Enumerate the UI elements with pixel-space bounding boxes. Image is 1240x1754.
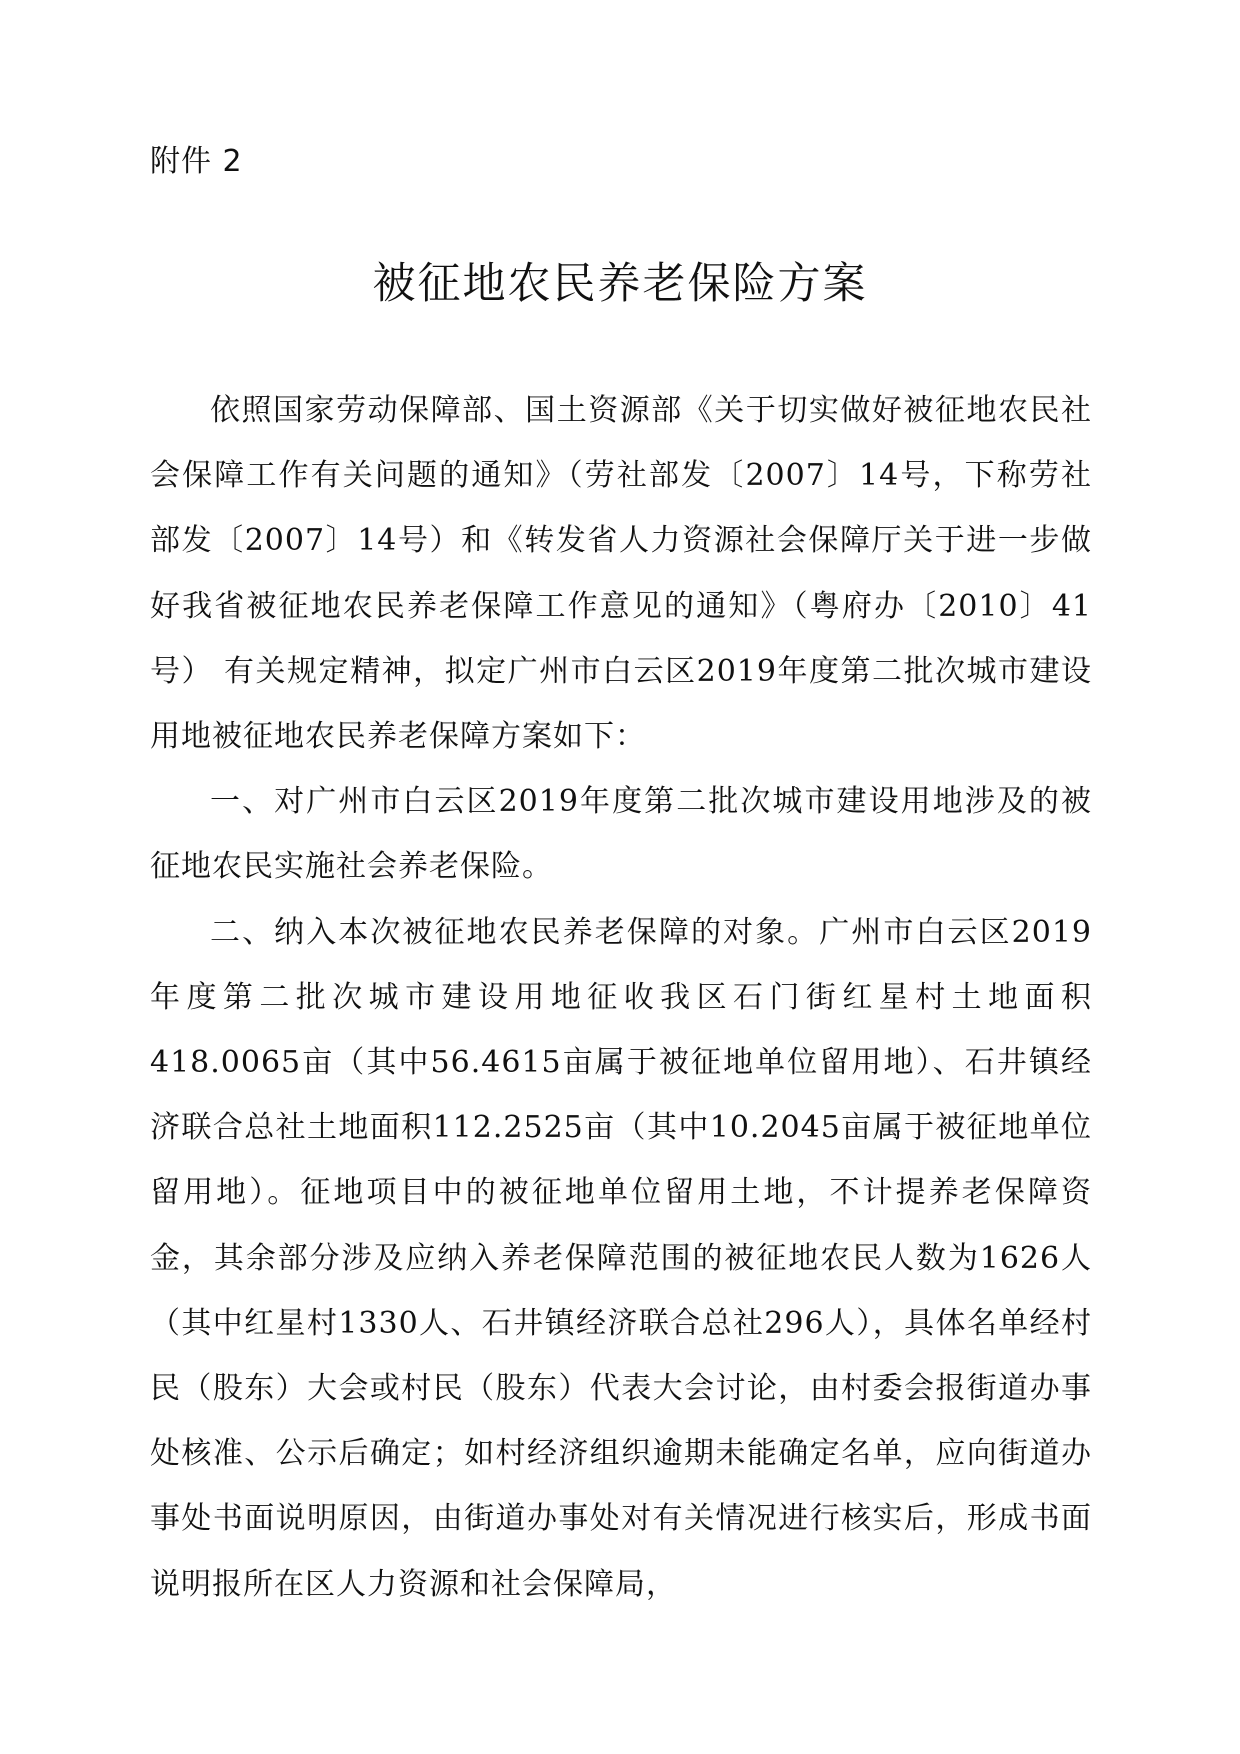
document-title: 被征地农民养老保险方案 [372,259,868,309]
attachment-label: 附件 2 [150,144,243,179]
paragraph-item-2: 二、纳入本次被征地农民养老保障的对象。广州市白云区2019年度第二批次城市建设用地征收我区石门街红星村土地面积418.0065亩（其中56.4615亩属于被征地单位留用地）、石井镇经济联合总社土地面积112.2525亩（其中10.2045亩属于被征地单位留用地）。征地项目中的被征地单位留用土地，不计提养老保障资金，其余部分涉及应纳入养老保障范围的被征地农民人数为1626人（其中红星村1330人、石井镇经济联合总社296人），具体名单经村民（股东）大会或村民（股东）代表大会讨论，由村委会报街道办事处核准、公示后确定；如村经济组织逾期未能确定名单，应向街道办事处书面说明原因，由街道办事处对有关情况进行核实后，形成书面说明报所在区人力资源和社会保障局， [150,914,1092,1602]
paragraph-intro: 依照国家劳动保障部、国土资源部《关于切实做好被征地农民社会保障工作有关问题的通知》（劳社部发〔2007〕14号，下称劳社部发〔2007〕14号）和《转发省人力资源社会保障厅关于进一步做好我省被征地农民养老保障工作意见的通知》（粤府办〔2010〕41号） 有关规定精神，拟定广州市白云区2019年度第二批次城市建设用地被征地农民养老保障方案如下： [150,393,1092,755]
document-body [150,378,1092,1617]
paragraph-item-1: 一、对广州市白云区2019年度第二批次城市建设用地涉及的被征地农民实施社会养老保险。 [150,784,1092,885]
